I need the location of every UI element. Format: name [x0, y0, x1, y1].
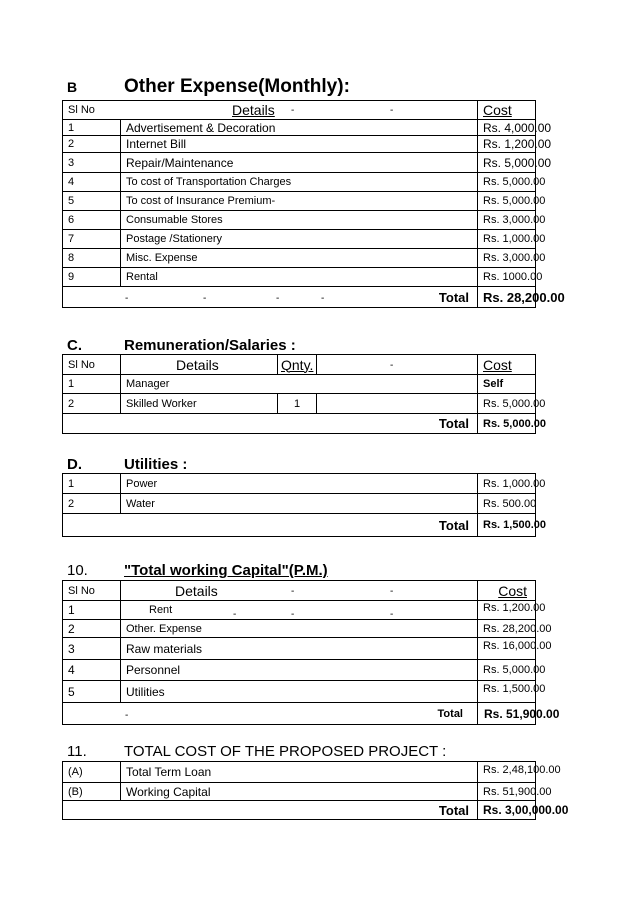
- table-header-row: Sl No Details Cost - -: [63, 101, 535, 120]
- row-details: Other. Expense: [120, 620, 477, 637]
- row-details: Total Term Loan: [120, 762, 477, 782]
- table-row: [63, 681, 546, 703]
- row-no: 7: [68, 233, 75, 245]
- total-row: [63, 414, 546, 433]
- row-details: Water: [120, 494, 477, 513]
- section-10-label: 10.: [67, 562, 88, 579]
- total-label: Total: [438, 517, 469, 533]
- row-cost: Rs. 1000.00: [477, 268, 535, 286]
- table-row: [63, 153, 552, 173]
- row-no: 1: [68, 477, 75, 490]
- table-row: [63, 638, 552, 660]
- row-cost: Rs. 3,000.00: [477, 211, 535, 229]
- total-label: Total: [438, 289, 469, 305]
- table-row: [63, 211, 546, 230]
- row-cost: Rs. 1,500.00: [477, 681, 535, 702]
- row-no: 5: [68, 195, 75, 207]
- section-d-title: Utilities :: [124, 456, 188, 473]
- row-no: 8: [68, 252, 75, 264]
- row-no: 1: [68, 603, 75, 617]
- total-row: Total Rs. 28,200.00 - - - -: [63, 287, 535, 307]
- table-row: [63, 268, 543, 287]
- table-row: [63, 783, 552, 801]
- utilities-table: [62, 473, 546, 537]
- section-10-title: "Total working Capital"(P.M.): [124, 562, 328, 579]
- total-value: Rs. 51,900.00: [477, 703, 535, 724]
- section-c-title: Remuneration/Salaries :: [124, 337, 296, 354]
- row-cost: Rs. 5,000.00: [477, 192, 535, 210]
- row-details: Repair/Maintenance: [120, 153, 477, 172]
- section-c-label: C.: [67, 337, 82, 354]
- table-row: [63, 474, 546, 494]
- total-value: Rs. 5,000.00: [477, 414, 535, 433]
- table-row: [63, 249, 546, 268]
- header-cost: Cost: [477, 355, 535, 374]
- section-11-label: 11.: [67, 743, 87, 760]
- table-header-row: Sl No Details Cost - -: [63, 581, 535, 601]
- table-row: [63, 762, 561, 783]
- row-cost: Rs. 5,000.00: [477, 173, 535, 191]
- header-details: Details: [120, 355, 277, 374]
- row-cost: Rs. 5,000.00: [477, 153, 535, 172]
- table-row: 1 Rent Rs. 1,200.00 - - -: [63, 601, 535, 620]
- row-cost: Rs. 16,000.00: [477, 638, 535, 659]
- row-cost: Rs. 5,000.00: [477, 394, 535, 413]
- other-expense-table: [62, 100, 565, 308]
- total-row: [63, 801, 569, 819]
- row-cost: Rs. 51,900.00: [477, 783, 535, 800]
- row-cost: Rs. 1,000.00: [477, 474, 535, 493]
- table-header-row: Sl No Details Qnty. Cost -: [63, 355, 535, 375]
- row-cost: Rs. 1,000.00: [477, 230, 535, 248]
- row-qnty: 1: [277, 394, 317, 413]
- row-no: 5: [68, 684, 75, 699]
- table-row: [63, 660, 546, 681]
- total-label: Total: [437, 707, 463, 720]
- table-row: [63, 375, 535, 394]
- table-row: [63, 120, 552, 136]
- section-b-label: B: [67, 79, 78, 95]
- row-no: 3: [68, 156, 75, 169]
- section-d-label: D.: [67, 456, 82, 473]
- row-no: 1: [68, 121, 75, 134]
- total-label: Total: [438, 802, 469, 818]
- table-row: [63, 173, 546, 192]
- row-no: 2: [68, 138, 75, 150]
- row-no: 1: [68, 378, 75, 390]
- total-cost-table: [62, 761, 569, 820]
- row-details: Internet Bill: [120, 136, 477, 152]
- row-no: 2: [68, 397, 75, 410]
- row-cost: Rs. 1,200.00: [477, 601, 535, 619]
- total-label: Total: [438, 416, 469, 431]
- row-details: To cost of Transportation Charges: [120, 173, 477, 191]
- row-details: Power: [120, 474, 477, 493]
- row-no: 9: [68, 271, 75, 283]
- section-11-title: TOTAL COST OF THE PROPOSED PROJECT :: [124, 743, 447, 760]
- row-details: Rental: [120, 268, 477, 286]
- row-cost: Self: [477, 375, 535, 393]
- table-row: [63, 394, 546, 414]
- row-details: Rent: [120, 601, 477, 619]
- total-value: Rs. 3,00,000.00: [477, 801, 535, 819]
- row-no: 2: [68, 621, 75, 636]
- row-no: 2: [68, 497, 75, 510]
- section-b-title: Other Expense(Monthly):: [124, 76, 350, 97]
- total-row: [63, 514, 546, 536]
- row-cost: Rs. 500.00: [477, 494, 535, 513]
- header-details: Details: [232, 102, 275, 118]
- row-cost: Rs. 4,000.00: [477, 120, 535, 135]
- row-details: Raw materials: [120, 638, 477, 659]
- total-value: Rs. 1,500.00: [477, 514, 535, 536]
- header-cost: Cost: [477, 101, 535, 119]
- row-no: 6: [68, 214, 75, 226]
- header-slno: Sl No: [68, 584, 95, 597]
- table-row: [63, 494, 535, 514]
- row-no: 4: [68, 176, 75, 188]
- row-details: To cost of Insurance Premium-: [120, 192, 477, 210]
- header-details: Details: [120, 581, 477, 600]
- table-row: [63, 136, 552, 153]
- row-cost: Rs. 5,000.00: [477, 660, 535, 680]
- row-cost: Rs. 2,48,100.00: [477, 762, 535, 782]
- total-row: Total Rs. 51,900.00 -: [63, 703, 535, 724]
- row-no: (A): [68, 766, 83, 778]
- table-row: [63, 620, 552, 638]
- row-no: 4: [68, 663, 75, 677]
- row-no: 3: [68, 641, 75, 656]
- row-details: Working Capital: [120, 783, 477, 800]
- header-cost: Cost: [477, 581, 535, 600]
- table-row: [63, 192, 546, 211]
- row-details: Advertisement & Decoration: [120, 120, 477, 135]
- working-capital-table: [62, 580, 560, 725]
- row-details: Manager: [120, 375, 477, 393]
- row-details: Consumable Stores: [120, 211, 477, 229]
- header-slno: Sl No: [68, 358, 95, 371]
- header-qnty: Qnty.: [277, 355, 317, 374]
- row-details: Postage /Stationery: [120, 230, 477, 248]
- row-details: Skilled Worker: [120, 394, 277, 413]
- remuneration-table: [62, 354, 546, 434]
- row-cost: Rs. 28,200.00: [477, 620, 535, 637]
- row-details: Utilities: [120, 681, 477, 702]
- row-cost: Rs. 1,200.00: [477, 136, 535, 152]
- row-details: Personnel: [120, 660, 477, 680]
- table-row: [63, 230, 546, 249]
- row-no: (B): [68, 785, 83, 798]
- row-details: Misc. Expense: [120, 249, 477, 267]
- total-value: Rs. 28,200.00: [477, 287, 535, 307]
- row-cost: Rs. 3,000.00: [477, 249, 535, 267]
- header-slno: Sl No: [68, 104, 95, 116]
